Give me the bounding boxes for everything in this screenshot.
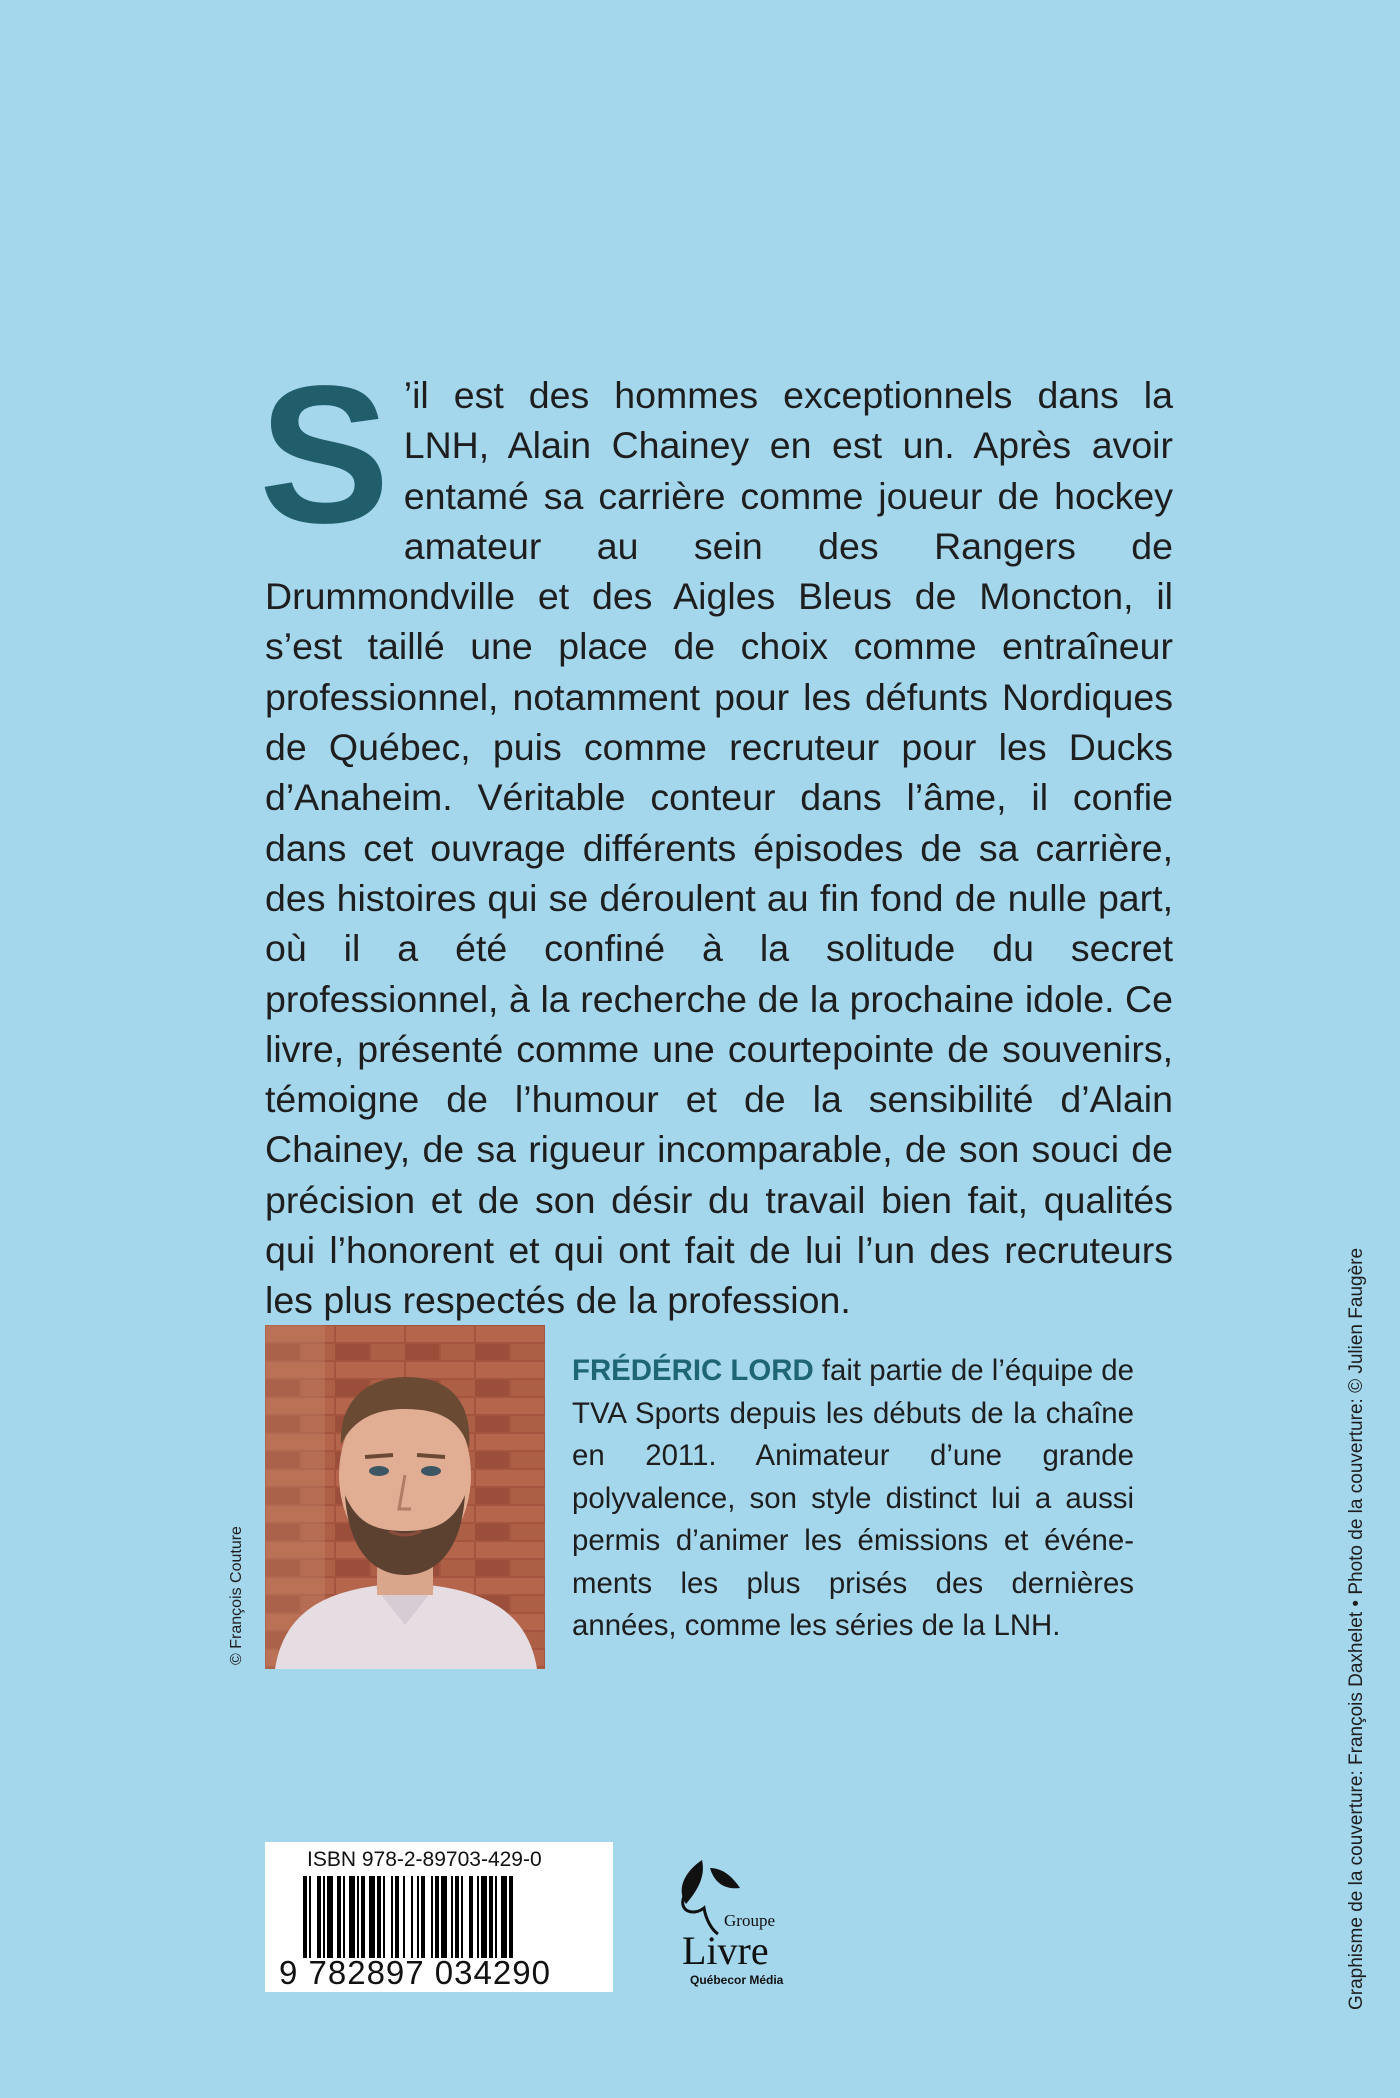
isbn-number: ISBN 978-2-89703-429-0: [307, 1848, 542, 1871]
barcode-bar: [455, 1876, 459, 1958]
barcode-bar: [495, 1876, 497, 1958]
back-cover-blurb: [259, 345, 1173, 1326]
barcode-bar: [431, 1876, 433, 1958]
barcode-bar: [441, 1876, 447, 1958]
barcode-bar: [377, 1876, 381, 1958]
barcode-bar: [417, 1876, 419, 1958]
drop-cap: S: [259, 345, 390, 564]
barcode-bar: [357, 1876, 359, 1958]
blurb-text: ’il est des hommes exceptionnels dans la LNH, Alain Chainey en est un. Après avoir entamé sa carrière comme joueur de hockey amateur au sein des Rangers de Drummondville et des Aigles Bleus de Moncton, il s’est taillé une place de choix comme entraîneur professionnel, notamment pour les défunts Nordiques de Québec, puis comme recruteur pour les Ducks d’Anaheim. Véritable conteur dans l’âme, il confie dans cet ouvrage différents épisodes de sa carrière, des histoires qui se déroulent au fin fond de nulle part, où il a été confiné à la solitude du secret professionnel, à la recherche de la prochaine idole. Ce livre, présenté comme une courtepointe de souvenirs, témoigne de l’humour et de la sensibilité d’Alain Chainey, de sa rigueur incomparable, de son souci de précision et de son désir du travail bien fait, qualités qui l’honorent et qui ont fait de lui l’un des recruteurs les plus respectés de la profession.: [265, 374, 1173, 1322]
barcode-bar: [369, 1876, 375, 1958]
logo-line3: Québecor Média: [690, 1973, 784, 1987]
barcode-bar: [481, 1876, 487, 1958]
barcode-bar: [411, 1876, 413, 1958]
author-bio: [572, 1350, 1134, 1648]
barcode-bar: [391, 1876, 393, 1958]
barcode-bar: [383, 1876, 385, 1958]
barcode-bar: [509, 1876, 513, 1958]
publisher-logo: [648, 1838, 808, 1998]
barcode-bar: [421, 1876, 425, 1958]
photo-credit: © François Couture: [228, 1526, 245, 1665]
barcode-bar: [461, 1876, 463, 1958]
author-photo: [265, 1325, 545, 1669]
barcode-bar: [323, 1876, 325, 1958]
barcode-bar: [477, 1876, 479, 1958]
barcode-bar: [361, 1876, 365, 1958]
author-name: FRÉDÉRIC LORD: [572, 1354, 814, 1387]
barcode-bar: [489, 1876, 493, 1958]
barcode-bar: [343, 1876, 345, 1958]
logo-line2: Livre: [682, 1928, 769, 1973]
barcode-bar: [349, 1876, 355, 1958]
author-bio-text: fait partie de l’équipe de TVA Sports depuis les débuts de la chaîne en 2011. Animateur d’une grande polyvalence, son style distinct lui a aussi permis d’animer les émissions et événements les plus prisés des dernières années, comme les séries de la LNH.: [572, 1354, 1134, 1642]
barcode-bar: [327, 1876, 333, 1958]
barcode-digits: 9 782897 034290: [279, 1954, 551, 1991]
barcode-bar: [435, 1876, 439, 1958]
barcode-bar: [403, 1876, 405, 1958]
barcode-bar: [337, 1876, 341, 1958]
barcode-bar: [501, 1876, 507, 1958]
barcode-bar: [395, 1876, 399, 1958]
barcode-bar: [309, 1876, 311, 1958]
cover-credits: Graphisme de la couverture: François Daxhelet • Photo de la couverture: © Julien Faugère: [1346, 1247, 1367, 2010]
barcode-bar: [303, 1876, 307, 1958]
isbn-barcode: [265, 1842, 613, 1992]
barcode-bar: [317, 1876, 321, 1958]
barcode-bars: [303, 1876, 599, 1958]
barcode-bar: [451, 1876, 453, 1958]
logo-line1: Groupe: [724, 1911, 775, 1930]
barcode-bar: [469, 1876, 473, 1958]
